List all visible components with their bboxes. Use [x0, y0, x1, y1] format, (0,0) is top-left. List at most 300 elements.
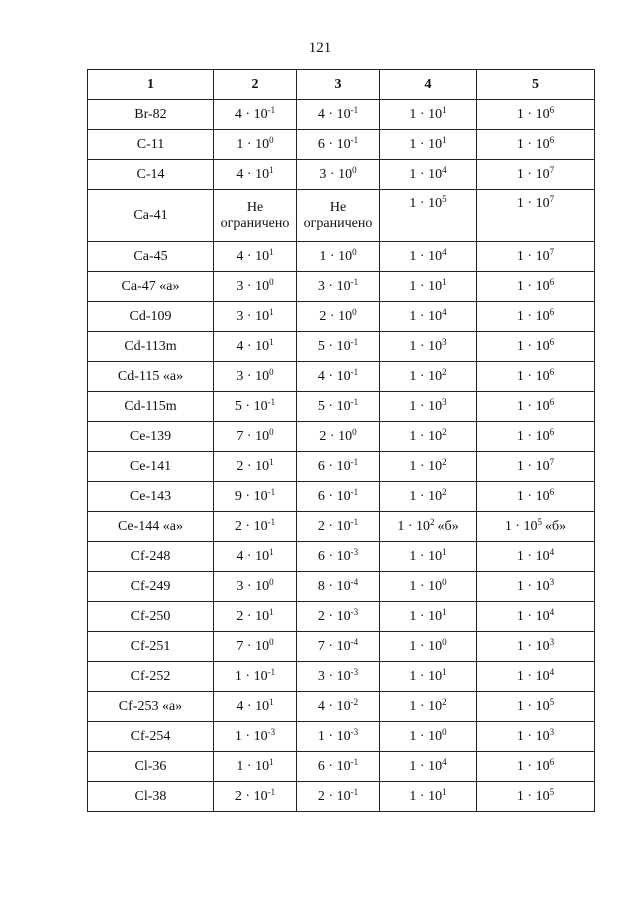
mantissa: 1	[516, 548, 524, 564]
mantissa: 1	[409, 398, 417, 414]
exponent: 2	[442, 426, 447, 437]
mantissa: 1	[409, 668, 417, 684]
scientific-value: $2 \cdot 10^{-1}$	[234, 516, 276, 534]
scientific-value: $1 \cdot 10^3$	[516, 576, 555, 594]
table-row	[88, 160, 595, 190]
nuclide-cell: Cf-250	[88, 602, 214, 632]
value-cell-col3	[297, 452, 380, 482]
scientific-value: $1 \cdot 10^3$	[409, 396, 447, 414]
scientific-value: $1 \cdot 10^2$	[409, 426, 447, 444]
scientific-value: $3 \cdot 10^0$	[319, 164, 357, 182]
value-cell-col2	[214, 512, 297, 542]
exponent: 0	[352, 426, 357, 437]
scientific-value: $1 \cdot 10^4$	[409, 164, 447, 182]
nuclide-cell: Cl-36	[88, 752, 214, 782]
mantissa: 1	[397, 518, 405, 534]
value-cell-col5	[477, 512, 595, 542]
value-cell-col2	[214, 752, 297, 782]
scientific-value: $4 \cdot 10^1$	[236, 696, 274, 714]
table-row	[88, 782, 595, 812]
scientific-value: $1 \cdot 10^{-3}$	[317, 726, 359, 744]
scientific-value: $3 \cdot 10^0$	[236, 276, 274, 294]
exponent: -1	[350, 396, 359, 407]
scientific-value: $2 \cdot 10^{-1}$	[317, 786, 359, 804]
mantissa: 1	[516, 398, 524, 414]
mantissa: 3	[236, 578, 244, 594]
exponent: 0	[442, 726, 447, 737]
exponent: -3	[267, 726, 276, 737]
mantissa: 1	[516, 458, 524, 474]
mantissa: 1	[516, 608, 524, 624]
mantissa: 4	[236, 698, 244, 714]
exponent: -4	[350, 576, 359, 587]
mantissa: 1	[409, 136, 417, 152]
value-cell-col3	[297, 782, 380, 812]
mantissa: 7	[236, 638, 244, 654]
value-cell-col3: Не ограничено	[297, 190, 380, 242]
value-cell-col3	[297, 602, 380, 632]
value-cell-col2	[214, 482, 297, 512]
mantissa: 1	[409, 698, 417, 714]
exponent: 1	[269, 756, 274, 767]
mantissa: 1	[234, 728, 242, 744]
mantissa: 1	[409, 758, 417, 774]
scientific-value: $2 \cdot 10^0$	[319, 426, 357, 444]
value-cell-col3	[297, 332, 380, 362]
mantissa: 1	[409, 368, 417, 384]
nuclide-cell: Ce-139	[88, 422, 214, 452]
exponent: -3	[350, 546, 359, 557]
scientific-value: $1 \cdot 10^1$	[409, 546, 447, 564]
nuclide-cell: Cd-115 «а»	[88, 362, 214, 392]
scientific-value: $5 \cdot 10^{-1}$	[317, 336, 359, 354]
footnote-marker: «б»	[545, 518, 567, 534]
value-cell-col3	[297, 272, 380, 302]
table-row	[88, 332, 595, 362]
exponent: 1	[442, 104, 447, 115]
mantissa: 1	[409, 548, 417, 564]
scientific-value: $3 \cdot 10^1$	[236, 306, 274, 324]
value-cell-col2	[214, 160, 297, 190]
table-row	[88, 752, 595, 782]
table-row	[88, 572, 595, 602]
scientific-value: $1 \cdot 10^0$	[236, 134, 274, 152]
value-cell-col5	[477, 302, 595, 332]
exponent: -4	[350, 636, 359, 647]
scientific-value: $1 \cdot 10^4$	[516, 666, 555, 684]
mantissa: 6	[317, 488, 325, 504]
value-cell-col5	[477, 632, 595, 662]
value-cell-col5	[477, 160, 595, 190]
exponent: 7	[549, 194, 555, 204]
mantissa: 6	[317, 548, 325, 564]
scientific-value: $1 \cdot 10^0$	[409, 726, 447, 744]
exponent: 1	[442, 786, 447, 797]
mantissa: 3	[319, 166, 327, 182]
scientific-value: $8 \cdot 10^{-4}$	[317, 576, 359, 594]
mantissa: 1	[409, 638, 417, 654]
mantissa: 4	[317, 698, 325, 714]
value-cell-col2: Не ограничено	[214, 190, 297, 242]
table-row	[88, 512, 595, 542]
exponent: -2	[350, 696, 359, 707]
exponent: -1	[350, 366, 359, 377]
mantissa: 7	[317, 638, 325, 654]
value-cell-col4	[380, 302, 477, 332]
scientific-value: $1 \cdot 10^0$	[409, 576, 447, 594]
column-header-3: 3	[297, 70, 380, 100]
column-header-2: 2	[214, 70, 297, 100]
value-cell-col2	[214, 422, 297, 452]
mantissa: 1	[516, 758, 524, 774]
footnote-marker: «б»	[437, 518, 459, 534]
mantissa: 1	[319, 248, 327, 264]
value-cell-col5	[477, 190, 595, 242]
exponent: 6	[549, 486, 555, 497]
exponent: -1	[267, 104, 276, 115]
mantissa: 4	[317, 106, 325, 122]
exponent: 5	[549, 786, 555, 797]
scientific-value: $4 \cdot 10^1$	[236, 246, 274, 264]
value-cell-col5	[477, 722, 595, 752]
mantissa: 3	[236, 278, 244, 294]
exponent: 4	[549, 546, 555, 557]
exponent: 4	[442, 756, 447, 767]
column-header-1: 1	[88, 70, 214, 100]
mantissa: 4	[236, 166, 244, 182]
table-row	[88, 602, 595, 632]
value-cell-col3	[297, 722, 380, 752]
value-cell-col2	[214, 392, 297, 422]
mantissa: 1	[516, 166, 524, 182]
value-cell-col4	[380, 392, 477, 422]
exponent: 4	[442, 306, 447, 317]
exponent: -1	[350, 276, 359, 287]
scientific-value: $6 \cdot 10^{-1}$	[317, 456, 359, 474]
mantissa: 2	[319, 308, 327, 324]
value-cell-col4	[380, 512, 477, 542]
table-row	[88, 692, 595, 722]
scientific-value: $1 \cdot 10^1$	[409, 104, 447, 122]
exponent: 0	[269, 636, 274, 647]
exponent: 1	[269, 246, 274, 257]
nuclide-cell: Cd-109	[88, 302, 214, 332]
table-header	[88, 70, 595, 100]
scientific-value: $5 \cdot 10^{-1}$	[317, 396, 359, 414]
scientific-value: $1 \cdot 10^4$	[409, 306, 447, 324]
scientific-value: $1 \cdot 10^1$	[409, 666, 447, 684]
mantissa: 1	[516, 106, 524, 122]
scientific-value: $9 \cdot 10^{-1}$	[234, 486, 276, 504]
value-cell-col3	[297, 362, 380, 392]
exponent: 3	[549, 576, 555, 587]
mantissa: 1	[409, 488, 417, 504]
exponent: 0	[442, 576, 447, 587]
table-row	[88, 242, 595, 272]
value-cell-col2	[214, 692, 297, 722]
header-row	[88, 70, 595, 100]
mantissa: 1	[409, 278, 417, 294]
mantissa: 1	[516, 728, 524, 744]
exponent: 2	[430, 516, 435, 527]
scientific-value: $1 \cdot 10^6$	[516, 486, 555, 504]
value-cell-col3	[297, 392, 380, 422]
value-cell-col3	[297, 542, 380, 572]
exponent: -1	[350, 756, 359, 767]
mantissa: 1	[409, 728, 417, 744]
exponent: 4	[442, 246, 447, 257]
radionuclide-table	[87, 69, 595, 812]
scientific-value: $1 \cdot 10^6$	[516, 336, 555, 354]
mantissa: 7	[236, 428, 244, 444]
scientific-value: $7 \cdot 10^{-4}$	[317, 636, 359, 654]
scientific-value: $1 \cdot 10^7$	[516, 456, 555, 474]
exponent: -1	[267, 666, 276, 677]
mantissa: 1	[516, 136, 524, 152]
value-cell-col5	[477, 130, 595, 160]
nuclide-cell: Ce-141	[88, 452, 214, 482]
scientific-value: $1 \cdot 10^1$	[409, 786, 447, 804]
value-cell-col2	[214, 782, 297, 812]
exponent: 1	[269, 336, 274, 347]
scientific-value: $1 \cdot 10^7$	[516, 164, 555, 182]
value-cell-col5	[477, 542, 595, 572]
exponent: -3	[350, 666, 359, 677]
mantissa: 5	[317, 338, 325, 354]
table-row	[88, 362, 595, 392]
value-cell-col3	[297, 100, 380, 130]
scientific-value: $1 \cdot 10^1$	[409, 134, 447, 152]
exponent: 0	[269, 134, 274, 145]
mantissa: 1	[516, 338, 524, 354]
value-cell-col2	[214, 542, 297, 572]
value-cell-col4	[380, 602, 477, 632]
mantissa: 3	[236, 368, 244, 384]
scientific-value: $4 \cdot 10^1$	[236, 164, 274, 182]
exponent: -1	[350, 134, 359, 145]
exponent: 6	[549, 306, 555, 317]
value-cell-col3	[297, 512, 380, 542]
mantissa: 1	[409, 788, 417, 804]
table-row	[88, 272, 595, 302]
exponent: 2	[442, 456, 447, 467]
scientific-value: $1 \cdot 10^5$ «б»	[504, 516, 567, 534]
value-cell-col2	[214, 572, 297, 602]
table-row	[88, 632, 595, 662]
value-cell-col3	[297, 160, 380, 190]
exponent: -1	[350, 486, 359, 497]
mantissa: 5	[234, 398, 242, 414]
value-cell-col3	[297, 482, 380, 512]
scientific-value: $2 \cdot 10^1$	[236, 606, 274, 624]
mantissa: 3	[317, 278, 325, 294]
mantissa: 1	[516, 788, 524, 804]
mantissa: 1	[516, 698, 524, 714]
nuclide-cell: Cf-252	[88, 662, 214, 692]
nuclide-cell: Ca-47 «а»	[88, 272, 214, 302]
nuclide-cell: Cl-38	[88, 782, 214, 812]
scientific-value: $1 \cdot 10^3$	[516, 726, 555, 744]
mantissa: 1	[409, 166, 417, 182]
nuclide-cell: C-11	[88, 130, 214, 160]
exponent: 5	[537, 516, 543, 527]
exponent: 1	[442, 606, 447, 617]
scientific-value: $7 \cdot 10^0$	[236, 636, 274, 654]
scientific-value: $1 \cdot 10^7$	[516, 246, 555, 264]
mantissa: 1	[317, 728, 325, 744]
nuclide-cell: Cf-249	[88, 572, 214, 602]
value-cell-col2	[214, 100, 297, 130]
exponent: 1	[269, 306, 274, 317]
value-cell-col5	[477, 362, 595, 392]
nuclide-cell: Cf-248	[88, 542, 214, 572]
exponent: 1	[269, 546, 274, 557]
scientific-value: $1 \cdot 10^3$	[516, 636, 555, 654]
mantissa: 3	[236, 308, 244, 324]
value-cell-col2	[214, 722, 297, 752]
mantissa: 1	[516, 278, 524, 294]
exponent: 6	[549, 756, 555, 767]
scientific-value: $1 \cdot 10^{-1}$	[234, 666, 276, 684]
table-row	[88, 452, 595, 482]
value-cell-col5	[477, 332, 595, 362]
exponent: -3	[350, 726, 359, 737]
scientific-value: $7 \cdot 10^0$	[236, 426, 274, 444]
table-row	[88, 662, 595, 692]
exponent: 4	[549, 606, 555, 617]
exponent: 1	[269, 696, 274, 707]
value-cell-col2	[214, 662, 297, 692]
exponent: -1	[350, 336, 359, 347]
value-cell-col4	[380, 452, 477, 482]
value-cell-col2	[214, 362, 297, 392]
table-row	[88, 130, 595, 160]
exponent: 1	[442, 546, 447, 557]
mantissa: 2	[234, 788, 242, 804]
exponent: 1	[269, 456, 274, 467]
scientific-value: $1 \cdot 10^6$	[516, 134, 555, 152]
mantissa: 6	[317, 136, 325, 152]
scientific-value: $1 \cdot 10^4$	[516, 606, 555, 624]
scientific-value: $4 \cdot 10^1$	[236, 546, 274, 564]
scientific-value: $1 \cdot 10^4$	[409, 246, 447, 264]
value-cell-col5	[477, 662, 595, 692]
exponent: 4	[442, 164, 447, 175]
exponent: -1	[350, 456, 359, 467]
exponent: 0	[269, 576, 274, 587]
exponent: -1	[267, 486, 276, 497]
scientific-value: $6 \cdot 10^{-1}$	[317, 134, 359, 152]
scientific-value: $3 \cdot 10^{-1}$	[317, 276, 359, 294]
exponent: 1	[269, 606, 274, 617]
nuclide-cell: Cd-113m	[88, 332, 214, 362]
value-cell-col4	[380, 572, 477, 602]
value-cell-col4	[380, 160, 477, 190]
exponent: 0	[352, 164, 357, 175]
value-cell-col4	[380, 332, 477, 362]
mantissa: 1	[516, 488, 524, 504]
scientific-value: $1 \cdot 10^5$	[516, 786, 555, 804]
exponent: 0	[269, 276, 274, 287]
scientific-value: $1 \cdot 10^0$	[319, 246, 357, 264]
table-row	[88, 190, 595, 242]
table-row	[88, 482, 595, 512]
mantissa: 1	[409, 196, 417, 211]
value-cell-col5	[477, 422, 595, 452]
mantissa: 1	[236, 136, 244, 152]
exponent: -1	[267, 516, 276, 527]
nuclide-cell: Ce-143	[88, 482, 214, 512]
mantissa: 4	[317, 368, 325, 384]
table-row	[88, 542, 595, 572]
scientific-value: $5 \cdot 10^{-1}$	[234, 396, 276, 414]
mantissa: 1	[409, 338, 417, 354]
mantissa: 4	[234, 106, 242, 122]
value-cell-col4	[380, 782, 477, 812]
value-cell-col5	[477, 452, 595, 482]
exponent: 6	[549, 276, 555, 287]
value-cell-col5	[477, 602, 595, 632]
table-row	[88, 302, 595, 332]
value-cell-col2	[214, 302, 297, 332]
value-cell-col4	[380, 242, 477, 272]
exponent: 0	[442, 636, 447, 647]
table-row	[88, 422, 595, 452]
mantissa: 6	[317, 458, 325, 474]
scientific-value: $3 \cdot 10^0$	[236, 576, 274, 594]
scientific-value: $6 \cdot 10^{-1}$	[317, 486, 359, 504]
value-cell-col2	[214, 130, 297, 160]
scientific-value: $2 \cdot 10^{-3}$	[317, 606, 359, 624]
value-cell-col3	[297, 302, 380, 332]
scientific-value: $1 \cdot 10^2$ «б»	[397, 516, 459, 534]
value-cell-col2	[214, 272, 297, 302]
exponent: 5	[549, 696, 555, 707]
exponent: 1	[442, 276, 447, 287]
value-cell-col5	[477, 782, 595, 812]
nuclide-cell: Br-82	[88, 100, 214, 130]
value-cell-col4	[380, 692, 477, 722]
mantissa: 1	[516, 638, 524, 654]
exponent: 6	[549, 336, 555, 347]
value-cell-col5	[477, 392, 595, 422]
value-cell-col4	[380, 752, 477, 782]
scientific-value: $1 \cdot 10^6$	[516, 104, 555, 122]
scientific-value: $1 \cdot 10^6$	[516, 276, 555, 294]
scientific-value: $1 \cdot 10^7$	[516, 194, 555, 211]
nuclide-cell: Ca-41	[88, 190, 214, 242]
scientific-value: $3 \cdot 10^{-3}$	[317, 666, 359, 684]
value-cell-col3	[297, 752, 380, 782]
scientific-value: $1 \cdot 10^2$	[409, 366, 447, 384]
value-cell-col2	[214, 602, 297, 632]
value-cell-col2	[214, 632, 297, 662]
table-row	[88, 100, 595, 130]
exponent: 3	[549, 726, 555, 737]
exponent: 7	[549, 456, 555, 467]
scientific-value: $1 \cdot 10^3$	[409, 336, 447, 354]
mantissa: 6	[317, 758, 325, 774]
value-cell-col4	[380, 130, 477, 160]
scientific-value: $1 \cdot 10^1$	[236, 756, 274, 774]
scientific-value: $1 \cdot 10^6$	[516, 426, 555, 444]
scientific-value: $2 \cdot 10^{-1}$	[234, 786, 276, 804]
scientific-value: $1 \cdot 10^6$	[516, 366, 555, 384]
exponent: 1	[442, 666, 447, 677]
mantissa: 8	[317, 578, 325, 594]
mantissa: 1	[516, 578, 524, 594]
scientific-value: $1 \cdot 10^1$	[409, 276, 447, 294]
